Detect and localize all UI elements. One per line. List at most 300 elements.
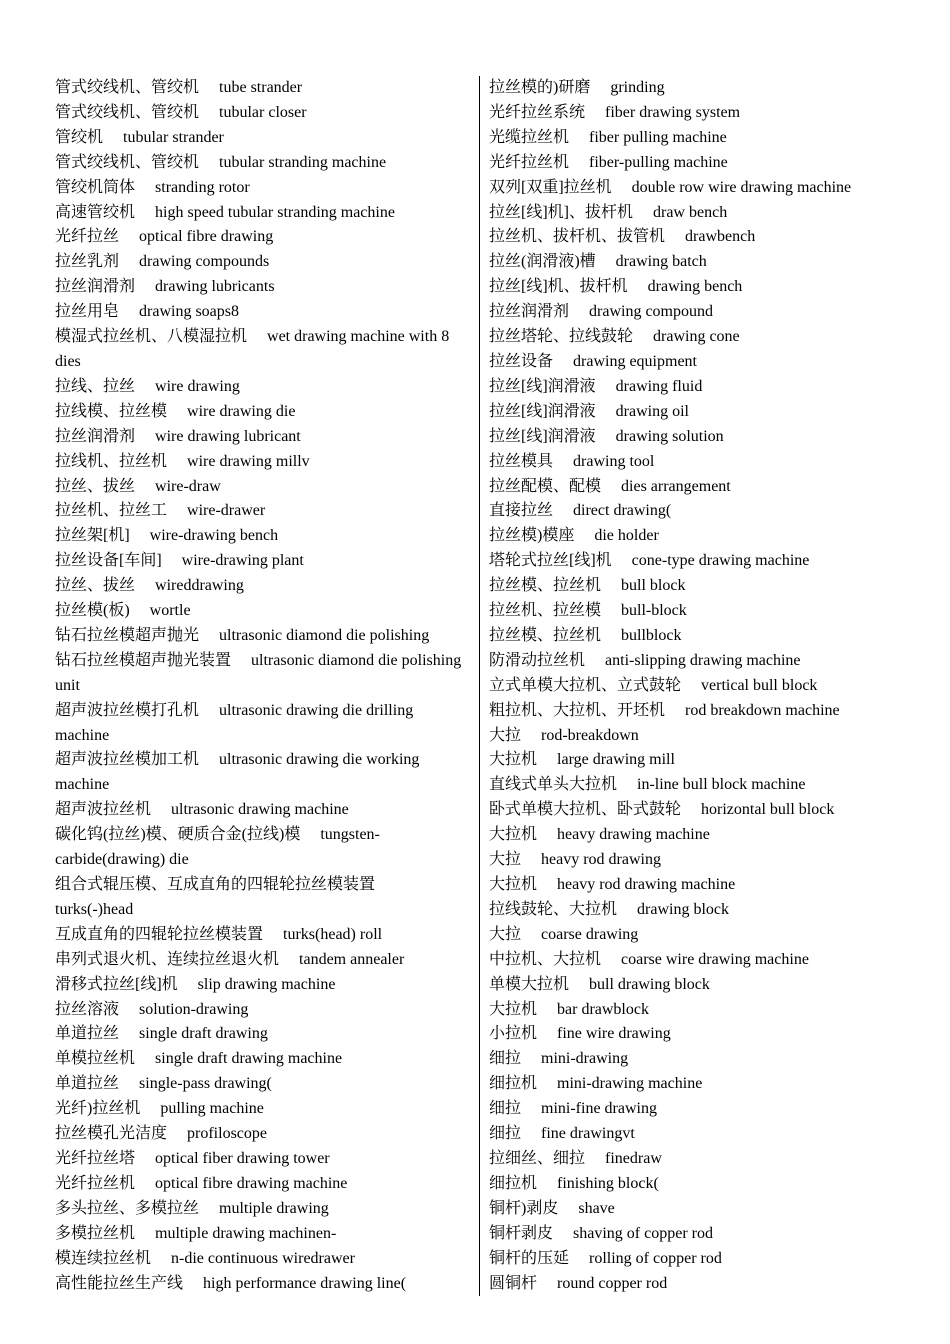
term-chinese: 钻石拉丝模超声抛光 xyxy=(55,626,200,644)
term-chinese: 拉丝模具 xyxy=(489,452,554,470)
term-separator xyxy=(119,228,139,245)
glossary-entry xyxy=(489,1022,909,1047)
glossary-entry xyxy=(489,1122,909,1147)
term-chinese: 拉丝、拔丝 xyxy=(55,577,136,595)
glossary-entry xyxy=(489,300,909,325)
term-english: horizontal bull block xyxy=(701,801,835,819)
term-chinese: 塔轮式拉丝[线]机 xyxy=(489,552,612,570)
term-english: solution-drawing xyxy=(139,1000,249,1018)
term-separator xyxy=(199,702,219,719)
term-english: round copper rod xyxy=(557,1274,668,1292)
term-separator xyxy=(135,179,155,196)
term-chinese: 管绞机筒体 xyxy=(55,178,136,196)
term-chinese: 多模拉丝机 xyxy=(55,1224,136,1242)
term-english: wet drawing machine with 8 dies xyxy=(55,328,454,370)
glossary-entry xyxy=(55,1197,468,1222)
term-english: dies arrangement xyxy=(621,477,731,495)
term-english: tandem annealer xyxy=(299,950,405,968)
term-english: heavy rod drawing xyxy=(541,851,661,869)
term-separator xyxy=(537,1175,557,1192)
glossary-entry xyxy=(489,1247,909,1272)
glossary-entry xyxy=(489,1197,909,1222)
term-chinese: 铜杆的压延 xyxy=(489,1249,570,1267)
term-separator xyxy=(553,502,573,519)
glossary-entry xyxy=(489,848,909,873)
term-separator xyxy=(617,776,637,793)
term-separator xyxy=(585,1150,605,1167)
glossary-entry xyxy=(55,748,468,798)
term-chinese: 光纤拉丝 xyxy=(55,228,120,246)
glossary-entry xyxy=(489,400,909,425)
term-english: turks(head) roll xyxy=(283,925,383,943)
term-english: tubular stranding machine xyxy=(219,153,387,171)
glossary-entry xyxy=(489,748,909,773)
term-separator xyxy=(135,478,155,495)
term-english: fiber drawing system xyxy=(605,103,741,121)
term-separator xyxy=(199,154,219,171)
term-english: drawing lubricants xyxy=(155,278,275,296)
glossary-entry xyxy=(55,1147,468,1172)
term-separator xyxy=(521,727,541,744)
glossary-entry xyxy=(55,475,468,500)
term-chinese: 细拉机 xyxy=(489,1075,538,1093)
term-separator xyxy=(633,328,653,345)
glossary-entry xyxy=(55,1022,468,1047)
glossary-entry xyxy=(489,1072,909,1097)
term-chinese: 拉丝模、拉丝机 xyxy=(489,577,602,595)
term-english: single-pass drawing( xyxy=(139,1075,272,1093)
term-chinese: 拉线机、拉丝机 xyxy=(55,452,168,470)
term-separator xyxy=(585,652,605,669)
term-chinese: 拉丝[线]润滑液 xyxy=(489,402,596,420)
glossary-entry xyxy=(489,923,909,948)
term-chinese: 拉丝[线]润滑液 xyxy=(489,427,596,445)
term-chinese: 碳化钨(拉丝)模、硬质合金(拉线)模 xyxy=(55,826,301,844)
term-chinese: 拉丝设备[车间] xyxy=(55,552,162,570)
glossary-entry xyxy=(489,225,909,250)
term-chinese: 立式单模大拉机、立式鼓轮 xyxy=(489,676,682,694)
term-chinese: 高性能拉丝生产线 xyxy=(55,1274,184,1292)
glossary-entry xyxy=(489,151,909,176)
term-chinese: 光缆拉丝机 xyxy=(489,128,570,146)
term-chinese: 大拉 xyxy=(489,726,522,744)
glossary-entry xyxy=(55,574,468,599)
glossary-entry xyxy=(55,76,468,101)
term-english: drawing fluid xyxy=(615,377,703,395)
term-separator xyxy=(151,801,171,818)
term-english: drawing soaps8 xyxy=(139,303,239,321)
term-chinese: 单模拉丝机 xyxy=(55,1050,136,1068)
term-chinese: 拉丝溶液 xyxy=(55,1000,120,1018)
term-chinese: 光纤拉丝塔 xyxy=(55,1149,136,1167)
term-english: anti-slipping drawing machine xyxy=(605,651,801,669)
term-chinese: 拉丝[线]机、拔杆机 xyxy=(489,278,628,296)
term-english: wire drawing lubricant xyxy=(155,427,301,445)
glossary-entry xyxy=(489,823,909,848)
term-separator xyxy=(537,1275,557,1292)
term-english: ultrasonic drawing die working machine xyxy=(55,751,424,794)
term-separator xyxy=(681,801,701,818)
glossary-entry xyxy=(489,1147,909,1172)
glossary-entry xyxy=(489,201,909,226)
term-chinese: 拉丝模的)研磨 xyxy=(489,79,591,96)
term-english: stranding rotor xyxy=(155,178,250,196)
term-chinese: 拉丝(润滑液)槽 xyxy=(489,253,596,271)
term-separator xyxy=(135,1150,155,1167)
glossary-entry xyxy=(489,574,909,599)
glossary-entry xyxy=(55,599,468,624)
term-chinese: 细拉机 xyxy=(489,1174,538,1192)
term-separator xyxy=(601,951,621,968)
term-english: bull block xyxy=(621,577,686,595)
term-separator xyxy=(628,278,648,295)
glossary-entry xyxy=(489,724,909,749)
glossary-entry xyxy=(489,624,909,649)
term-english: mini-drawing machine xyxy=(557,1075,703,1093)
term-english: high performance drawing line( xyxy=(203,1274,407,1292)
term-chinese: 钻石拉丝模超声抛光装置 xyxy=(55,651,232,669)
term-chinese: 光纤拉丝系统 xyxy=(489,103,586,121)
glossary-entry xyxy=(489,101,909,126)
term-english: mini-drawing xyxy=(541,1050,629,1068)
term-english: rolling of copper rod xyxy=(589,1249,722,1267)
term-separator xyxy=(633,204,653,221)
term-separator xyxy=(596,253,616,270)
term-english: optical fiber drawing tower xyxy=(155,1149,330,1167)
term-english: direct drawing( xyxy=(573,502,672,520)
glossary-entry xyxy=(55,998,468,1023)
term-english: cone-type drawing machine xyxy=(631,552,810,570)
term-chinese: 管式绞线机、管绞机 xyxy=(55,103,200,121)
term-separator xyxy=(247,328,267,345)
term-chinese: 大拉 xyxy=(489,851,522,869)
glossary-entry xyxy=(55,425,468,450)
glossary-entry xyxy=(489,948,909,973)
glossary-entry xyxy=(55,375,468,400)
term-chinese: 拉丝润滑剂 xyxy=(55,278,136,296)
term-separator xyxy=(558,1200,578,1217)
term-separator xyxy=(167,1125,187,1142)
term-english: double row wire drawing machine xyxy=(631,178,852,196)
term-english: draw bench xyxy=(653,203,728,221)
term-chinese: 大拉机 xyxy=(489,751,538,769)
glossary-entry xyxy=(489,973,909,998)
glossary-entry xyxy=(489,873,909,898)
term-english: mini-fine drawing xyxy=(541,1100,657,1118)
glossary-entry xyxy=(489,126,909,151)
term-english: single draft drawing machine xyxy=(155,1050,343,1068)
term-separator xyxy=(569,154,589,171)
term-separator xyxy=(135,428,155,445)
term-separator xyxy=(617,901,637,918)
term-english: grinding xyxy=(610,79,665,96)
term-english: tubular strander xyxy=(123,128,224,146)
term-separator xyxy=(199,1200,219,1217)
term-english: drawing solution xyxy=(615,427,724,445)
glossary-entry xyxy=(55,948,468,973)
term-chinese: 细拉 xyxy=(489,1050,522,1068)
term-separator xyxy=(590,79,610,96)
term-separator xyxy=(553,353,573,370)
glossary-entry xyxy=(489,549,909,574)
glossary-entry xyxy=(55,300,468,325)
glossary-entry xyxy=(55,275,468,300)
glossary-entry xyxy=(489,1222,909,1247)
term-separator xyxy=(521,1125,541,1142)
term-separator xyxy=(601,627,621,644)
term-separator xyxy=(183,1275,203,1292)
term-english: tubular closer xyxy=(219,103,307,121)
term-chinese: 串列式退火机、连续拉丝退火机 xyxy=(55,950,280,968)
term-english: drawing bench xyxy=(647,278,743,296)
term-english: drawing oil xyxy=(615,402,689,420)
term-english: turks(-)head xyxy=(55,900,134,918)
term-separator xyxy=(135,204,155,221)
glossary-entry xyxy=(55,973,468,998)
term-chinese: 超声波拉丝模加工机 xyxy=(55,751,200,769)
glossary-entry xyxy=(489,898,909,923)
term-chinese: 大拉机 xyxy=(489,826,538,844)
term-chinese: 双列[双重]拉丝机 xyxy=(489,178,612,196)
term-chinese: 拉丝润滑剂 xyxy=(55,427,136,445)
term-chinese: 拉丝[线]机]、拔杆机 xyxy=(489,203,633,221)
term-separator xyxy=(167,453,187,470)
term-separator xyxy=(585,104,605,121)
glossary-entry xyxy=(489,599,909,624)
term-separator xyxy=(279,951,299,968)
term-english: die holder xyxy=(594,527,659,545)
glossary-entry xyxy=(489,425,909,450)
term-separator xyxy=(135,378,155,395)
left-column xyxy=(55,76,468,1296)
term-separator xyxy=(375,876,391,893)
glossary-entry xyxy=(55,624,468,649)
term-chinese: 管式绞线机、管绞机 xyxy=(55,79,200,96)
term-english: wortle xyxy=(149,602,191,620)
term-english: profiloscope xyxy=(187,1125,267,1143)
term-chinese: 拉丝配模、配模 xyxy=(489,477,602,495)
term-separator xyxy=(665,702,685,719)
term-english: fiber pulling machine xyxy=(589,128,727,146)
term-english: multiple drawing machinen- xyxy=(155,1224,337,1242)
term-chinese: 大拉 xyxy=(489,925,522,943)
glossary-entry xyxy=(55,1122,468,1147)
term-english: multiple drawing xyxy=(219,1199,329,1217)
term-english: in-line bull block machine xyxy=(637,776,806,794)
term-chinese: 小拉机 xyxy=(489,1025,538,1043)
term-chinese: 拉丝、拔丝 xyxy=(55,477,136,495)
term-english: large drawing mill xyxy=(557,751,675,769)
glossary-entry xyxy=(489,475,909,500)
term-chinese: 单道拉丝 xyxy=(55,1025,120,1043)
term-separator xyxy=(574,527,594,544)
glossary-entry xyxy=(489,450,909,475)
term-chinese: 拉丝[线]润滑液 xyxy=(489,377,596,395)
term-separator xyxy=(300,826,320,843)
term-chinese: 铜杆)剥皮 xyxy=(489,1199,559,1217)
term-english: wireddrawing xyxy=(155,577,244,595)
term-english: wire-drawing plant xyxy=(181,552,304,570)
glossary-entry xyxy=(489,325,909,350)
term-english: ultrasonic drawing die drilling machine xyxy=(55,701,418,744)
column-divider xyxy=(479,76,480,1296)
glossary-entry xyxy=(489,649,909,674)
term-separator xyxy=(178,976,198,993)
term-english: wire drawing millv xyxy=(187,452,310,470)
term-english: bullblock xyxy=(621,626,682,644)
glossary-entry xyxy=(55,823,468,873)
term-separator xyxy=(135,278,155,295)
glossary-entry xyxy=(55,176,468,201)
glossary-entry xyxy=(489,699,909,724)
term-separator xyxy=(521,851,541,868)
term-chinese: 多头拉丝、多模拉丝 xyxy=(55,1199,200,1217)
term-chinese: 拉丝机、拔杆机、拔管机 xyxy=(489,228,666,246)
term-chinese: 拉丝模)模座 xyxy=(489,527,575,545)
term-chinese: 拉线模、拉丝模 xyxy=(55,402,168,420)
term-chinese: 拉丝模孔光洁度 xyxy=(55,1125,168,1143)
term-chinese: 圆铜杆 xyxy=(489,1274,538,1292)
term-chinese: 拉细丝、细拉 xyxy=(489,1149,586,1167)
glossary-entry xyxy=(55,1247,468,1272)
term-separator xyxy=(119,253,139,270)
term-separator xyxy=(119,303,139,320)
term-separator xyxy=(681,677,701,694)
term-separator xyxy=(199,751,219,768)
term-english: wire-drawer xyxy=(187,502,266,520)
term-chinese: 直接拉丝 xyxy=(489,502,554,520)
term-separator xyxy=(162,552,182,569)
glossary-entry xyxy=(55,101,468,126)
term-chinese: 卧式单模大拉机、卧式鼓轮 xyxy=(489,801,682,819)
glossary-entry xyxy=(489,1272,909,1297)
term-separator xyxy=(199,104,219,121)
term-english: drawing compound xyxy=(589,303,713,321)
term-separator xyxy=(521,1100,541,1117)
glossary-entry xyxy=(489,1172,909,1197)
glossary-entry xyxy=(55,923,468,948)
term-separator xyxy=(231,652,251,669)
term-separator xyxy=(537,826,557,843)
term-english: drawing batch xyxy=(615,253,707,271)
term-chinese: 拉丝架[机] xyxy=(55,527,130,545)
term-chinese: 粗拉机、大拉机、开坯机 xyxy=(489,701,666,719)
term-chinese: 拉丝润滑剂 xyxy=(489,303,570,321)
term-separator xyxy=(569,1250,589,1267)
glossary-entry xyxy=(489,76,909,101)
term-separator xyxy=(521,1050,541,1067)
term-chinese: 管式绞线机、管绞机 xyxy=(55,153,200,171)
term-chinese: 光纤拉丝机 xyxy=(489,153,570,171)
term-separator xyxy=(263,926,283,943)
glossary-entry xyxy=(55,699,468,749)
glossary-entry xyxy=(55,126,468,151)
term-english: fine wire drawing xyxy=(557,1025,671,1043)
term-english: finedraw xyxy=(605,1149,662,1167)
term-english: coarse drawing xyxy=(541,925,639,943)
term-english: wire-draw xyxy=(155,477,221,495)
glossary-entry xyxy=(55,225,468,250)
term-chinese: 细拉 xyxy=(489,1100,522,1118)
term-english: ultrasonic drawing machine xyxy=(171,801,349,819)
glossary-entry xyxy=(489,250,909,275)
glossary-entry xyxy=(489,1097,909,1122)
term-chinese: 拉丝机、拉丝模 xyxy=(489,602,602,620)
glossary-entry xyxy=(489,499,909,524)
term-chinese: 拉丝乳剂 xyxy=(55,253,120,271)
glossary-entry xyxy=(55,798,468,823)
term-chinese: 拉线鼓轮、大拉机 xyxy=(489,900,618,918)
term-separator xyxy=(596,378,616,395)
term-chinese: 模连续拉丝机 xyxy=(55,1249,152,1267)
glossary-entry xyxy=(55,1072,468,1097)
term-separator xyxy=(119,1001,139,1018)
term-english: drawing cone xyxy=(653,328,740,346)
term-separator xyxy=(537,1001,557,1018)
term-separator xyxy=(612,552,632,569)
term-english: coarse wire drawing machine xyxy=(621,950,809,968)
term-english: drawing block xyxy=(637,900,729,918)
term-english: shave xyxy=(578,1199,615,1217)
term-chinese: 超声波拉丝模打孔机 xyxy=(55,701,200,719)
term-separator xyxy=(569,303,589,320)
term-chinese: 大拉机 xyxy=(489,1000,538,1018)
term-separator xyxy=(612,179,632,196)
term-separator xyxy=(119,1025,139,1042)
term-english: rod breakdown machine xyxy=(685,701,840,719)
term-separator xyxy=(135,1225,155,1242)
term-chinese: 拉丝模(板) xyxy=(55,602,130,620)
term-separator xyxy=(601,577,621,594)
term-english: pulling machine xyxy=(160,1100,264,1118)
term-separator xyxy=(665,228,685,245)
glossary-entry xyxy=(489,524,909,549)
term-separator xyxy=(167,403,187,420)
glossary-entry xyxy=(55,400,468,425)
term-separator xyxy=(199,627,219,644)
term-english: finishing block( xyxy=(557,1174,659,1192)
term-separator xyxy=(553,453,573,470)
term-english: ultrasonic diamond die polishing xyxy=(219,626,430,644)
term-separator xyxy=(569,976,589,993)
term-english: rod-breakdown xyxy=(541,726,639,744)
glossary-entry xyxy=(55,250,468,275)
term-english: bull-block xyxy=(621,602,687,620)
term-separator xyxy=(140,1100,160,1117)
term-chinese: 拉丝用皂 xyxy=(55,303,120,321)
term-chinese: 高速管绞机 xyxy=(55,203,136,221)
term-chinese: 超声波拉丝机 xyxy=(55,801,152,819)
glossary-entry xyxy=(489,375,909,400)
term-separator xyxy=(199,79,219,96)
glossary-entry xyxy=(489,773,909,798)
glossary-entry xyxy=(55,151,468,176)
term-english: tungsten-carbide(drawing) die xyxy=(55,826,380,869)
term-separator xyxy=(537,876,557,893)
term-chinese: 细拉 xyxy=(489,1125,522,1143)
term-separator xyxy=(537,1075,557,1092)
term-english: ultrasonic diamond die polishing unit xyxy=(55,651,466,694)
term-chinese: 拉丝模、拉丝机 xyxy=(489,626,602,644)
term-chinese: 光纤拉丝机 xyxy=(55,1174,136,1192)
term-separator xyxy=(569,129,589,146)
term-separator xyxy=(596,403,616,420)
term-english: vertical bull block xyxy=(701,676,818,694)
glossary-entry xyxy=(55,873,468,923)
glossary-entry xyxy=(55,1172,468,1197)
term-english: bull drawing block xyxy=(589,975,710,993)
term-chinese: 拉丝机、拉丝工 xyxy=(55,502,168,520)
